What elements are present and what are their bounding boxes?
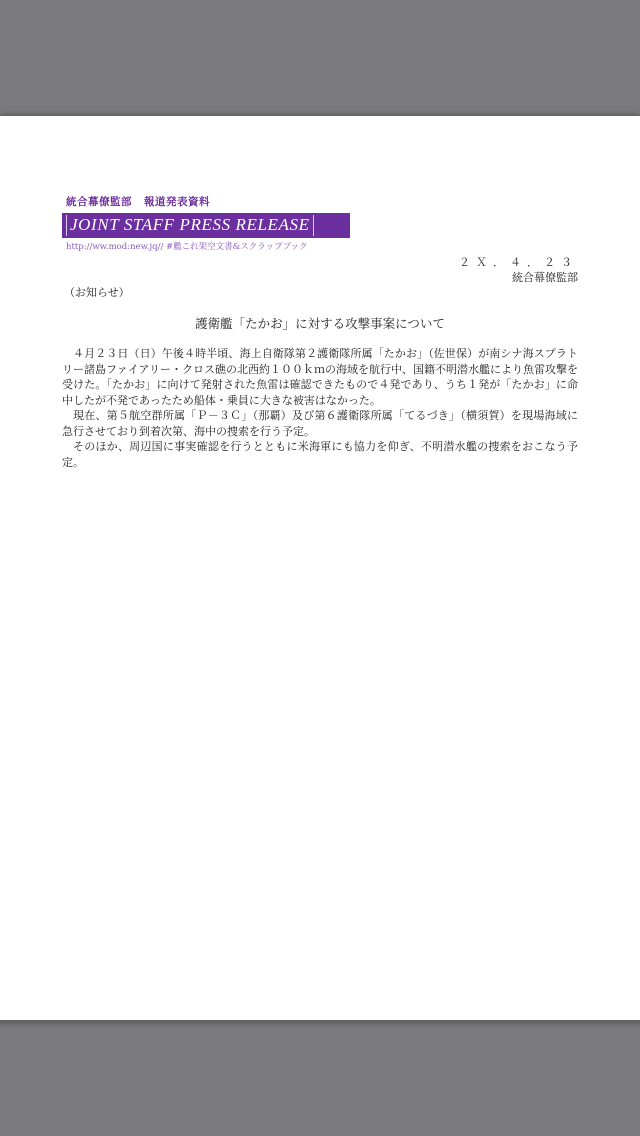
press-release-banner — [62, 213, 350, 238]
banner-title: JOINT STAFF PRESS RELEASE — [70, 215, 310, 234]
paragraph: 現在、第５航空群所属「Ｐ－３Ｃ」（那覇）及び第６護衛隊所属「てるづき」（横須賀）を現場海域に急行させており到着次第、海中の捜索を行う予定。 — [62, 409, 578, 438]
page-shadow — [0, 1020, 640, 1028]
document-body — [62, 346, 578, 470]
doc-type: 報道発表資料 — [144, 196, 210, 208]
header-label — [66, 194, 210, 209]
paragraph: ４月２３日（日）午後４時半頃、海上自衛隊第２護衛隊所属「たかお」（佐世保）が南シナ海スプラトリー諸島ファイアリー・クロス礁の北西約１００ｋｍの海域を航行中、国籍不明潜水艦により魚雷攻撃を受けた。「たかお」に向けて発射された魚雷は確認できたもので４発であり、うち１発が「たかお」に命中したが不発であったため船体・乗員に大きな被害はなかった。 — [62, 347, 579, 407]
document-title: 護衛艦「たかお」に対する攻撃事案について — [195, 316, 445, 331]
document-page — [0, 116, 640, 1020]
release-date: ２Ｘ．４．２３ — [459, 256, 578, 269]
source-line: http://ww.mod:new.jq// #艦これ架空文書&スクラップブック — [66, 242, 308, 252]
paragraph: そのほか、周辺国に事実確認を行うとともに米海軍にも協力を仰ぎ、不明潜水艦の捜索をおこなう予定。 — [62, 440, 578, 469]
issuer: 統合幕僚監部 — [512, 271, 578, 284]
notice-label: （お知らせ） — [64, 286, 130, 299]
org-name: 統合幕僚監部 — [66, 196, 132, 208]
